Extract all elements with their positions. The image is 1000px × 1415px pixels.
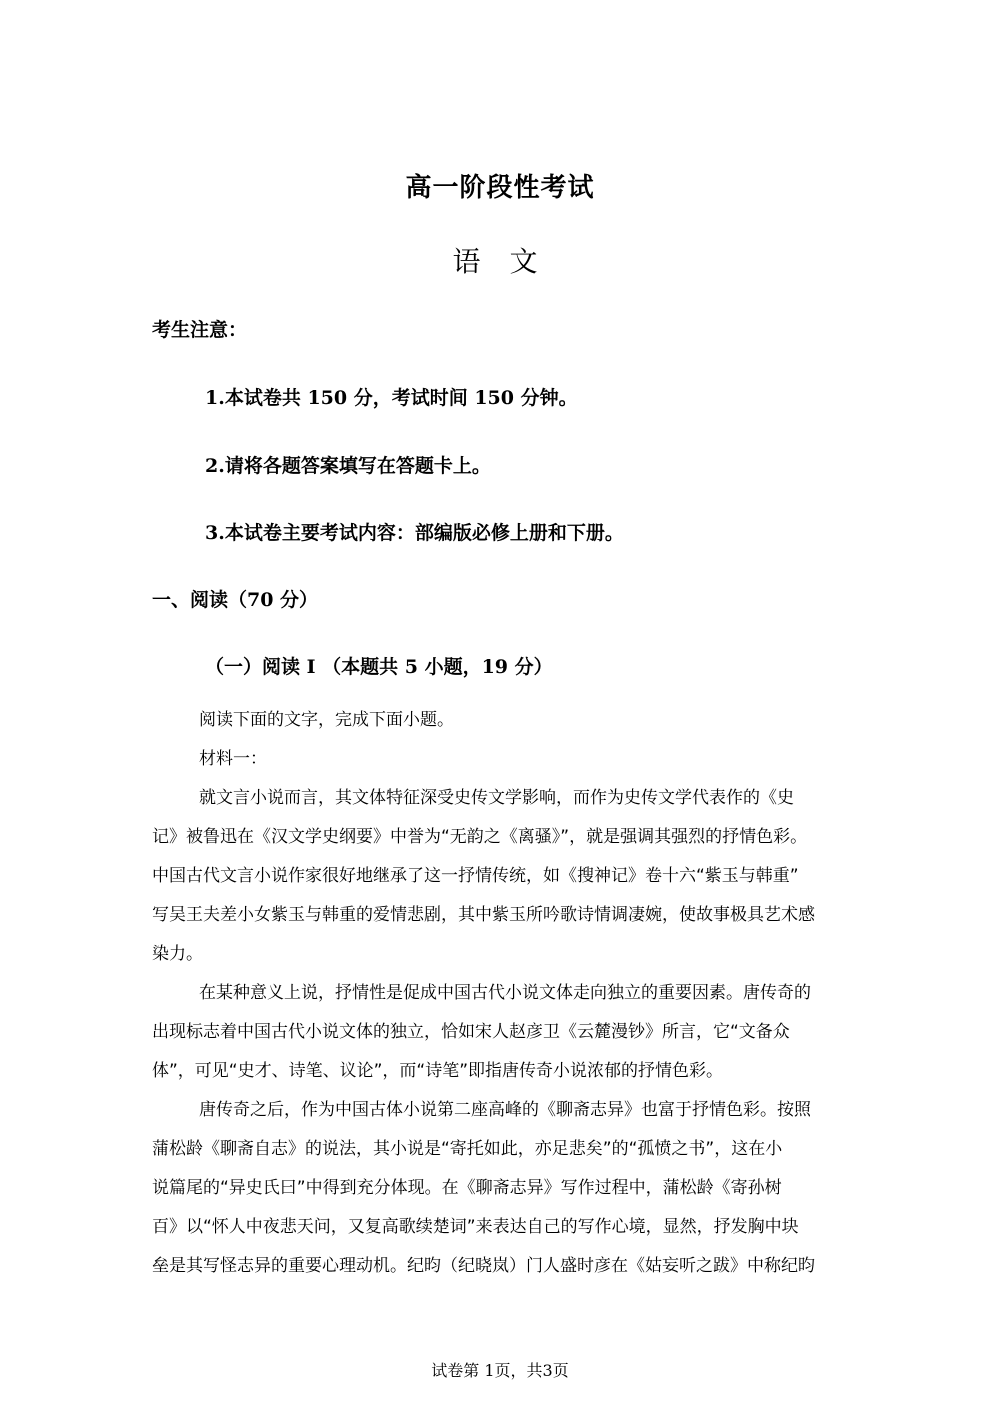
paragraph-line: 蒲松龄《聊斋自志》的说法，其小说是“寄托如此，亦足悲矣”的“孤愤之书”，这在小	[152, 1139, 783, 1159]
paragraph-line: 体”，可见“史才、诗笔、议论”，而“诗笔”即指唐传奇小说浓郁的抒情色彩。	[152, 1061, 724, 1081]
page-footer: 试卷第 1页，共3页	[431, 1361, 569, 1380]
paragraph-line: 在某种意义上说，抒情性是促成中国古代小说文体走向独立的重要因素。唐传奇的	[199, 983, 811, 1003]
paragraph-line: 垒是其写怪志异的重要心理动机。纪昀（纪晓岚）门人盛时彦在《姑妄听之跋》中称纪昀	[152, 1256, 815, 1276]
notice-item-1: 1.本试卷共 150 分，考试时间 150 分钟。	[205, 387, 578, 409]
subsection-heading: （一）阅读 I （本题共 5 小题，19 分）	[205, 656, 553, 678]
material-label: 材料一：	[199, 749, 267, 769]
paragraph-line: 就文言小说而言，其文体特征深受史传文学影响，而作为史传文学代表作的《史	[199, 788, 794, 808]
paragraph-line: 写吴王夫差小女紫玉与韩重的爱情悲剧，其中紫玉所吟歌诗情调凄婉，使故事极具艺术感	[152, 905, 815, 925]
paragraph-line: 中国古代文言小说作家很好地继承了这一抒情传统，如《搜神记》卷十六“紫玉与韩重”	[152, 866, 799, 886]
paragraph-line: 记》被鲁迅在《汉文学史纲要》中誉为“无韵之《离骚》”，就是强调其强烈的抒情色彩。	[152, 827, 808, 847]
notice-heading: 考生注意：	[152, 319, 248, 341]
notice-item-3: 3.本试卷主要考试内容：部编版必修上册和下册。	[205, 522, 624, 544]
paragraph-line: 唐传奇之后，作为中国古体小说第二座高峰的《聊斋志异》也富于抒情色彩。按照	[199, 1100, 811, 1120]
paragraph-line: 说篇尾的“异史氏曰”中得到充分体现。在《聊斋志异》写作过程中，蒲松龄《寄孙树	[152, 1178, 782, 1198]
paragraph-line: 出现标志着中国古代小说文体的独立，恰如宋人赵彦卫《云麓漫钞》所言，它“文备众	[152, 1022, 790, 1042]
exam-subject: 语 文	[452, 245, 548, 278]
notice-item-2: 2.请将各题答案填写在答题卡上。	[205, 455, 491, 477]
reading-instruction: 阅读下面的文字，完成下面小题。	[199, 710, 454, 730]
paragraph-line: 百》以“怀人中夜悲天问，又复高歌续楚词”来表达自己的写作心境，显然，抒发胸中块	[152, 1217, 799, 1237]
paragraph-line: 染力。	[152, 944, 203, 964]
exam-title: 高一阶段性考试	[405, 173, 595, 203]
section-heading: 一、阅读（70 分）	[152, 589, 319, 611]
